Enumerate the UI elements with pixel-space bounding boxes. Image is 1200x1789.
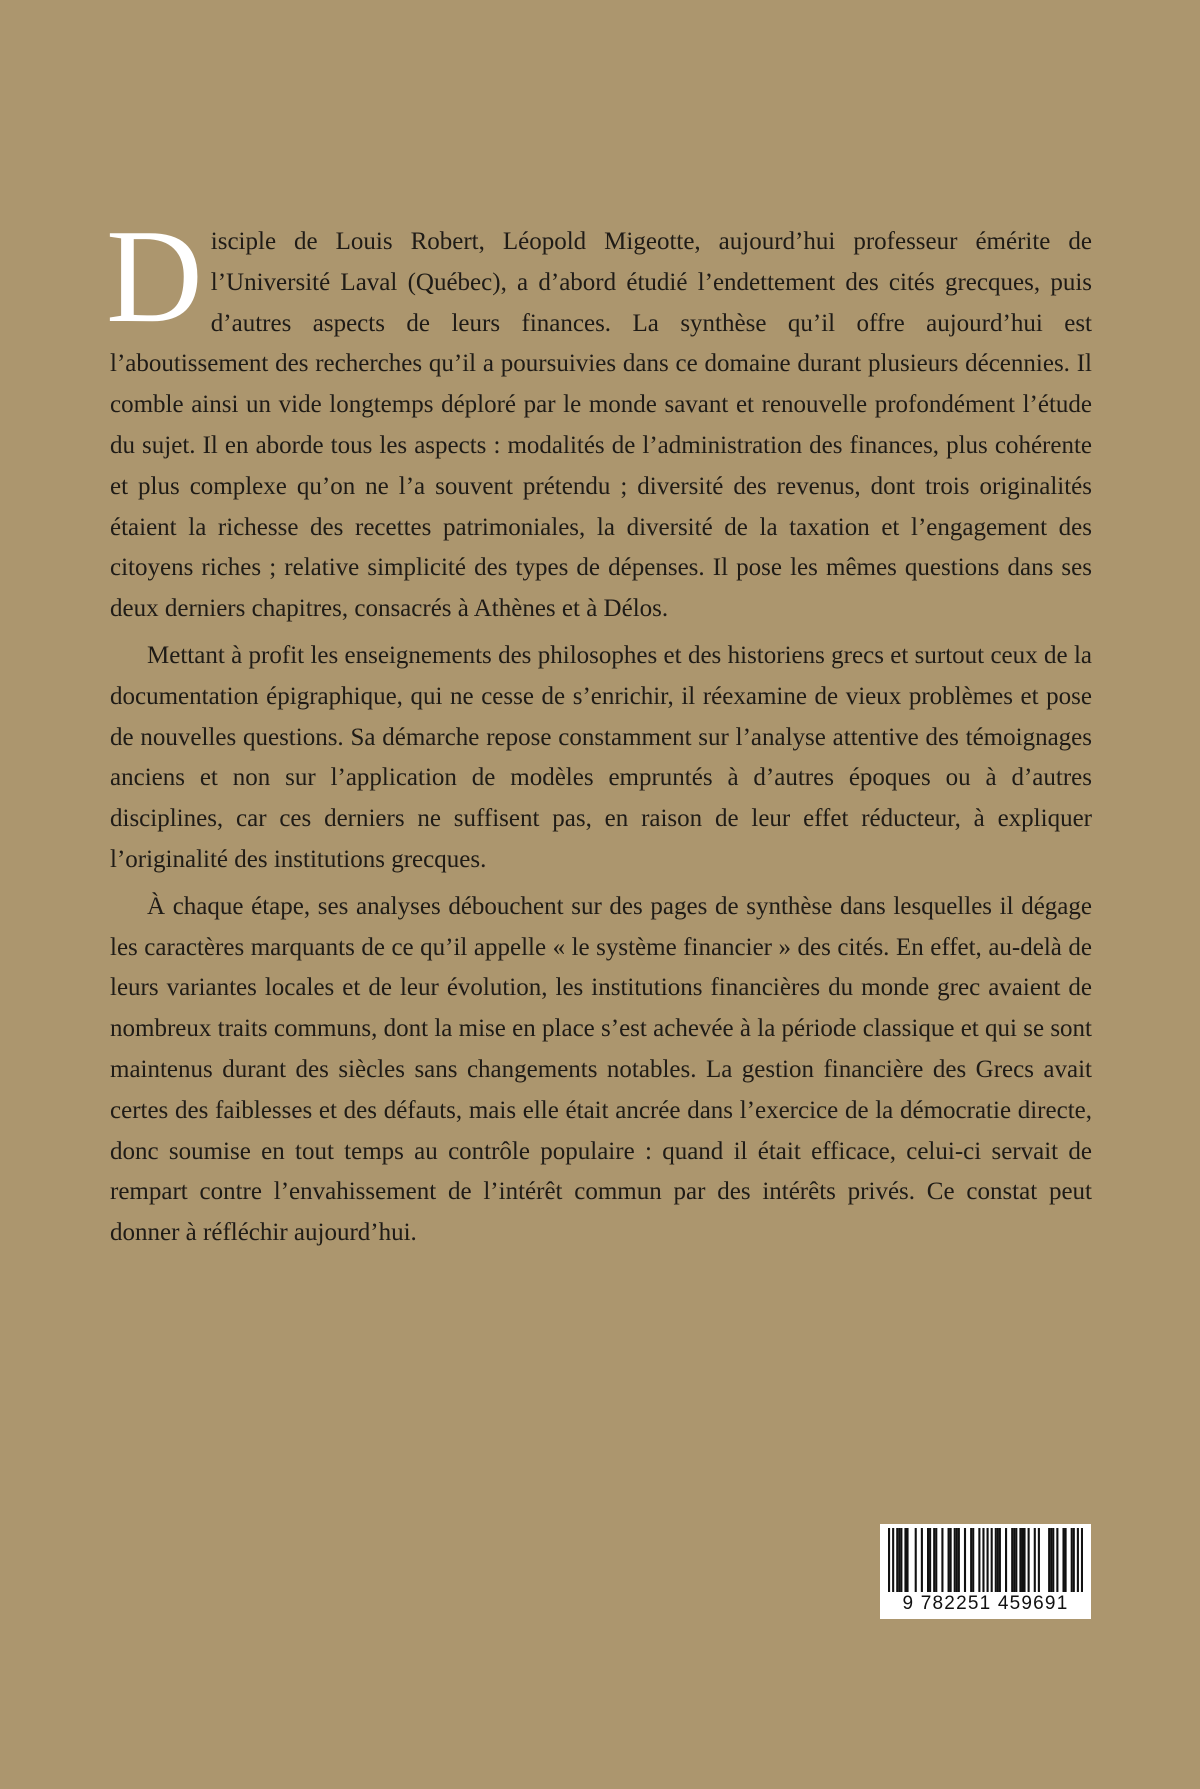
barcode-bar — [970, 1528, 972, 1592]
paragraph-1 — [106, 202, 1092, 630]
barcode-bar — [1056, 1528, 1058, 1592]
barcode-bar — [991, 1528, 993, 1592]
barcode-bar — [904, 1528, 906, 1592]
barcode-bar — [892, 1528, 894, 1592]
barcode-bar — [948, 1528, 950, 1592]
barcode-bar — [1028, 1528, 1030, 1592]
isbn-barcode — [880, 1524, 1091, 1619]
barcode-bar — [950, 1528, 952, 1592]
paragraph-1-text: isciple de Louis Robert, Léopold Migeotte, aujourd’hui professeur émérite de l’Université Laval (Québec), a d’abord étudié l’endettement des cités grecques, puis d’autres aspects de leurs finances. La synthèse qu’il offre aujourd’hui est l’aboutissement des recherches qu’il a poursuivies dans ce domaine durant plusieurs décennies. Il comble ainsi un vide longtemps déploré par le monde savant et renouvelle profondément l’étude du sujet. Il en aborde tous les aspects : modalités de l’administration des finances, plus cohérente et plus complexe qu’on ne l’a souvent prétendu ; diversité des revenus, dont trois originalités étaient la richesse des recettes patrimoniales, la diversité de la taxation et l’engagement des citoyens riches ; relative simplicité des types de dépenses. Il pose les mêmes questions dans ses deux derniers chapitres, consacrés à Athènes et à Délos. — [110, 228, 1092, 623]
barcode-bar — [935, 1528, 937, 1592]
barcode-bar — [956, 1528, 958, 1592]
barcode-bar — [997, 1528, 999, 1592]
back-cover-text — [106, 202, 1092, 1254]
paragraph-2: Mettant à profit les enseignements des philosophes et des historiens grecs et surtout ceux de la documentation épigraphique, qui ne cesse de s’enrichir, il réexamine de vieux problèmes et pose de nouvelles questions. Sa démarche repose constamment sur l’analyse attentive des témoignages anciens et non sur l’application de modèles empruntés à d’autres époques ou à d’autres disciplines, car ces derniers ne suffisent pas, en raison de leur effet réducteur, à expliquer l’originalité des institutions grecques. — [110, 641, 1092, 873]
barcode-bar — [958, 1528, 960, 1592]
barcode-bar — [1023, 1528, 1025, 1592]
barcode-bar — [954, 1528, 956, 1592]
barcode-bar — [1050, 1528, 1052, 1592]
barcode-bar — [1052, 1528, 1054, 1592]
barcode-bar — [927, 1528, 929, 1592]
barcode-bar — [999, 1528, 1001, 1592]
isbn-digits: 9 782251 459691 — [902, 1593, 1069, 1614]
barcode-bar — [1005, 1528, 1007, 1592]
paragraph-3: À chaque étape, ses analyses débouchent sur des pages de synthèse dans lesquelles il dégage les caractères marquants de ce qu’il appelle « le système financier » des cités. En effet, au-delà de leurs variantes locales et de leur évolution, les institutions financières du monde grec avaient de nombreux traits communs, dont la mise en place s’est achevée à la période classique et qui se sont maintenus durant des siècles sans changements notables. La gestion financière des Grecs avait certes des faiblesses et des défauts, mais elle était ancrée dans l’exercice de la démocratie directe, donc soumise en tout temps au contrôle populaire : quand il était efficace, celui-ci servait de rempart contre l’envahissement de l’intérêt commun par des intérêts privés. Ce constat peut donner à réfléchir aujourd’hui. — [110, 892, 1092, 1247]
barcode-bar — [896, 1528, 898, 1592]
barcode-bar — [1034, 1528, 1036, 1592]
barcode-bar — [1021, 1528, 1023, 1592]
barcode-bar — [1081, 1528, 1083, 1592]
barcode-bar — [888, 1528, 890, 1592]
barcode-bar — [1071, 1528, 1073, 1592]
barcode-bar — [1077, 1528, 1079, 1592]
barcode-bar — [921, 1528, 923, 1592]
barcode-bar — [933, 1528, 935, 1592]
barcode-bar — [929, 1528, 931, 1592]
barcode-bar — [1048, 1528, 1050, 1592]
barcode-bar — [972, 1528, 974, 1592]
barcode-bar — [1015, 1528, 1017, 1592]
barcode-bar — [1013, 1528, 1015, 1592]
barcode-bar — [995, 1528, 997, 1592]
barcode-bar — [1073, 1528, 1075, 1592]
barcode-bar — [1019, 1528, 1021, 1592]
barcode-bar — [1011, 1528, 1013, 1592]
barcode-bars — [888, 1528, 1083, 1592]
barcode-bar — [915, 1528, 917, 1592]
barcode-bar — [941, 1528, 943, 1592]
barcode-bar — [964, 1528, 966, 1592]
barcode-bar — [1065, 1528, 1067, 1592]
barcode-bar — [906, 1528, 908, 1592]
drop-cap: D — [106, 202, 203, 350]
barcode-bar — [900, 1528, 902, 1592]
barcode-bar — [978, 1528, 980, 1592]
barcode-bar — [898, 1528, 900, 1592]
barcode-bar — [982, 1528, 984, 1592]
barcode-bar — [987, 1528, 989, 1592]
barcode-bar — [1062, 1528, 1064, 1592]
barcode-bar — [1038, 1528, 1040, 1592]
